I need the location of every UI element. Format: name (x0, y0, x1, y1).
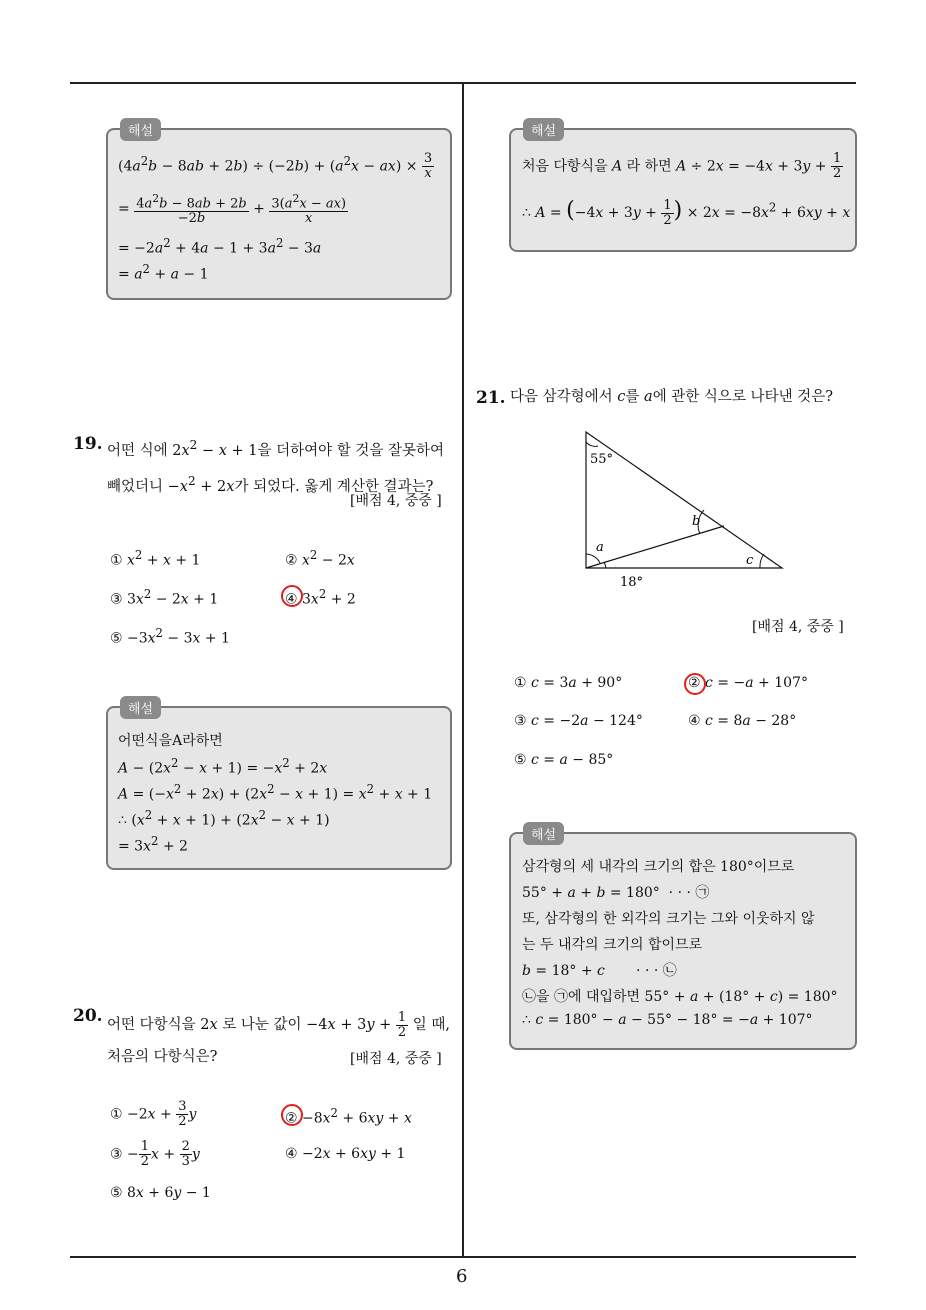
sol21-line-5: b = 18° + c · · · ㉡ (522, 963, 677, 979)
sol18-line-3: = $-2a^2 + 4a - 1 + 3a^2 - 3a$ (118, 236, 322, 257)
label-c: c (746, 553, 754, 568)
solution-tag: 해설 (523, 118, 564, 141)
q21-option-4[interactable]: ④ c = 8a − 28° (688, 713, 797, 729)
q20-option-3[interactable]: ③ − $\frac{1}{2}$ x + $\frac{2}{3}$ y (110, 1139, 200, 1169)
sol19-line-1: 어떤식을A라하면 (118, 733, 223, 749)
q20-option-5[interactable]: ⑤ 8x + 6y − 1 (110, 1185, 211, 1201)
q19-answer-mark (281, 585, 303, 607)
angle-arc-18 (604, 562, 606, 568)
page-number: 6 (456, 1266, 468, 1287)
sol19-line-3: $A = (-x^2 + 2x) + (2x^2 - x + 1) = x^2 + x + 1$ (118, 782, 433, 803)
solution-tag: 해설 (120, 118, 161, 141)
q19-option-1[interactable]: ① $x^2 + x + 1$ (110, 548, 201, 569)
sol19-line-2: $A - (2x^2 - x + 1) = -x^2 + 2x$ (118, 756, 328, 777)
sol19-line-4: ∴ $(x^2 + x + 1) + (2x^2 - x + 1)$ (118, 808, 330, 829)
sol19-line-5: = $3x^2 + 2$ (118, 834, 188, 855)
q20-option-1[interactable]: ① −2x + $\frac{3}{2}$ y (110, 1099, 197, 1129)
q21-option-2[interactable]: ② c = −a + 107° (688, 675, 808, 691)
q21-option-1[interactable]: ① c = 3a + 90° (514, 675, 623, 691)
solution-box-20 (509, 128, 857, 252)
q20-meta: [배점 4, 중중 ] (350, 1051, 442, 1067)
q19-option-2[interactable]: ② $x^2 - 2x$ (285, 548, 355, 569)
q20-option-2[interactable]: ② $-8x^2 + 6xy + x$ (285, 1106, 412, 1127)
q20-answer-mark (281, 1104, 303, 1126)
label-18: 18° (620, 575, 644, 590)
triangle-figure (576, 424, 796, 594)
triangle-outline (586, 432, 782, 568)
angle-arc-a (586, 554, 600, 563)
q21-option-5[interactable]: ⑤ c = a − 85° (514, 752, 614, 768)
sol18-line-4: = $a^2 + a - 1$ (118, 262, 209, 283)
sol18-line-2: = $\frac{4a^2b - 8ab + 2b}{-2b}$ + $\frac{3(a^2x - ax)}{x}$ (118, 192, 347, 227)
label-a: a (596, 540, 604, 555)
angle-arc-c (760, 554, 764, 568)
q20-text-line2: 처음의 다항식은? (107, 1049, 218, 1065)
q19-number: 19. (73, 434, 103, 454)
label-b: b (692, 514, 701, 529)
q20-option-4[interactable]: ④ −2x + 6xy + 1 (285, 1146, 406, 1162)
sol21-line-4: 는 두 내각의 크기의 합이므로 (522, 937, 703, 953)
angle-arc-55 (586, 442, 598, 446)
q20-number: 20. (73, 1006, 103, 1026)
column-divider (462, 84, 464, 1256)
sol20-line-1: 처음 다항식을 A 라 하면 A ÷ 2x = −4x + 3y + $\frac{1}{2}$ (522, 151, 842, 181)
sol18-line-1: $(4a^2b - 8ab + 2b) \div (-2b) + (a^2x - ax)$ × $\frac{3}{x}$ (118, 151, 433, 181)
sol21-line-1: 삼각형의 세 내각의 크기의 합은 180°이므로 (522, 859, 795, 875)
q21-option-3[interactable]: ③ c = −2a − 124° (514, 713, 643, 729)
solution-tag: 해설 (120, 696, 161, 719)
q19-option-3[interactable]: ③ $3x^2 - 2x + 1$ (110, 587, 219, 608)
q19-meta: [배점 4, 중중 ] (350, 493, 442, 509)
q19-text: 어떤 식에 $2x^2 - x + 1$을 더하여야 할 것을 잘못하여 빼었더니 $-x^2 + 2x$가 되었다. 옳게 계산한 결과는? (107, 438, 445, 495)
solution-tag: 해설 (523, 822, 564, 845)
q21-text: 다음 삼각형에서 c를 a에 관한 식으로 나타낸 것은? (510, 389, 833, 405)
sol21-line-2: 55° + a + b = 180° · · · ㉠ (522, 885, 710, 901)
label-55: 55° (590, 452, 614, 467)
q19-option-4[interactable]: ④ $3x^2 + 2$ (285, 587, 356, 608)
bottom-rule (70, 1256, 856, 1258)
q19-option-5[interactable]: ⑤ $-3x^2 - 3x + 1$ (110, 626, 230, 647)
q20-text-line1: 어떤 다항식을 2x 로 나눈 값이 −4x + 3y + $\frac{1}{2}$ 일 때, (107, 1009, 451, 1040)
inner-segment (586, 526, 724, 568)
sol21-line-7: ∴ c = 180° − a − 55° − 18° = −a + 107° (522, 1012, 813, 1028)
q21-meta: [배점 4, 중중 ] (752, 619, 844, 635)
q21-answer-mark (684, 673, 706, 695)
q21-number: 21. (476, 388, 506, 408)
sol20-line-2: ∴ A = (−4x + 3y + $\frac{1}{2}$ ) × $2x = -8x^2 + 6xy + x$ (522, 197, 851, 228)
sol21-line-3: 또, 삼각형의 한 외각의 크기는 그와 이웃하지 않 (522, 911, 815, 927)
sol21-line-6: ㉡을 ㉠에 대입하면 55° + a + (18° + c) = 180° (522, 989, 838, 1005)
